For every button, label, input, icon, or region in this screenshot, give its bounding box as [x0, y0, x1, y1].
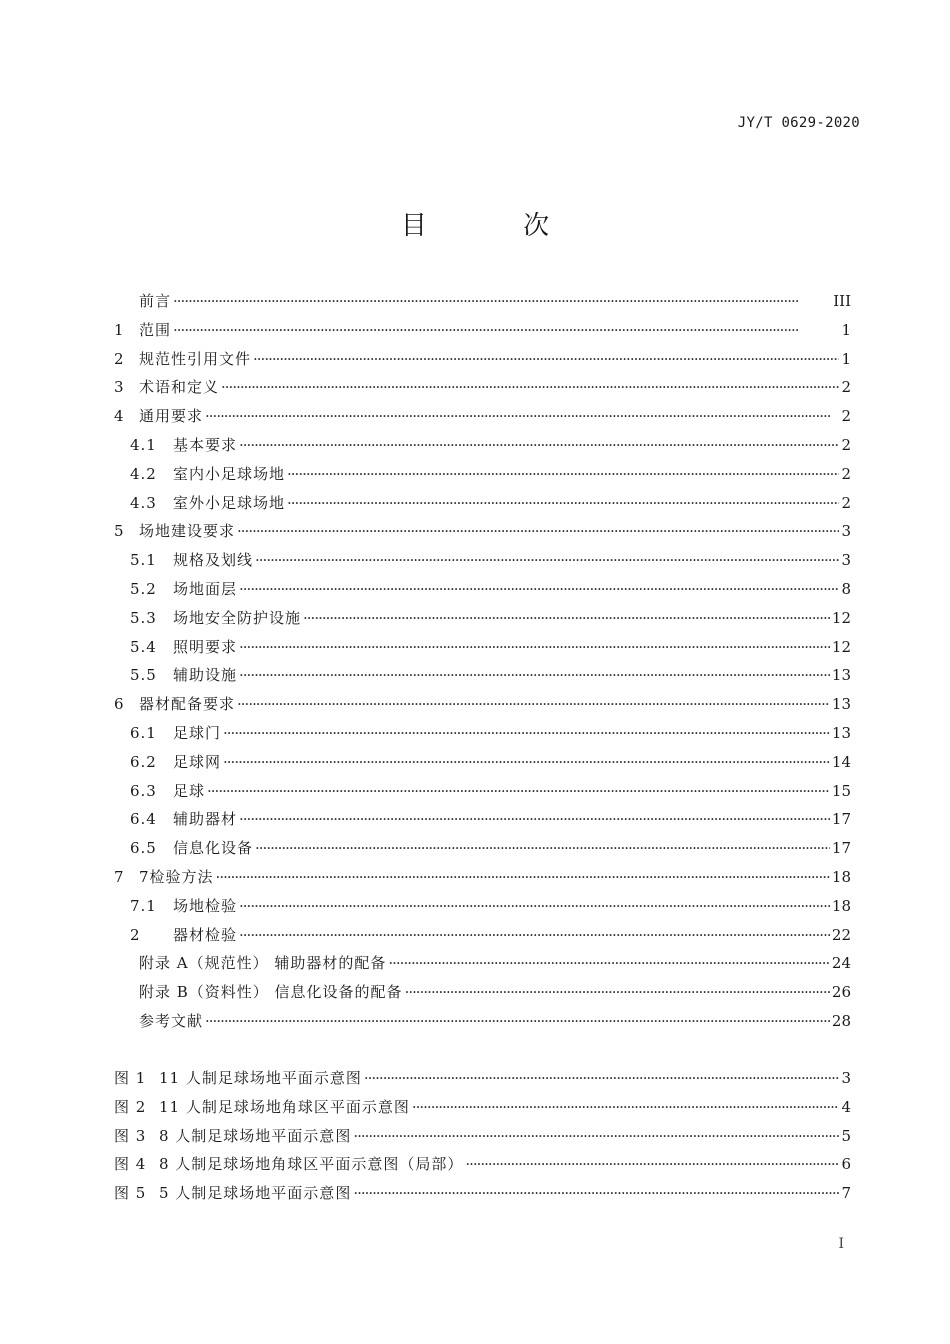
- toc-entry[interactable]: [114, 546, 851, 575]
- dot-leader: [223, 719, 830, 748]
- toc-entry-label: 辅助器材: [173, 810, 238, 829]
- toc-entry[interactable]: [114, 719, 851, 748]
- dot-leader: [239, 661, 830, 690]
- toc-entry-label: 7检验方法: [139, 867, 214, 886]
- toc-entry-number: 5.4: [130, 637, 157, 656]
- figures-entry-label: 8 人制足球场地角球区平面示意图（局部）: [159, 1155, 464, 1174]
- toc-entry-label: 室内小足球场地: [173, 464, 286, 483]
- dot-leader: [255, 546, 839, 575]
- toc-entry-number: 2: [130, 925, 141, 944]
- toc-entry[interactable]: [114, 863, 851, 892]
- toc-entry[interactable]: [114, 805, 851, 834]
- standard-code: JY/T 0629-2020: [737, 115, 860, 131]
- toc-entry[interactable]: [114, 834, 851, 863]
- toc-entry-label: 辅助设施: [173, 666, 238, 685]
- dot-leader: [253, 345, 839, 374]
- dot-leader: [287, 489, 839, 518]
- toc-entry-number: 7.1: [130, 896, 157, 915]
- dot-leader: [239, 892, 830, 921]
- dot-leader: [465, 1150, 839, 1179]
- figures-entry-label: 11 人制足球场地角球区平面示意图: [159, 1097, 410, 1116]
- dot-leader: [239, 431, 839, 460]
- toc-entry-number: 4.1: [130, 435, 157, 454]
- toc-entry-label: 术语和定义: [139, 378, 220, 397]
- toc-entry-page: 22: [831, 925, 851, 944]
- toc-entry-number: 6.3: [130, 781, 157, 800]
- toc-entry[interactable]: [114, 661, 851, 690]
- toc-entry-number: 4: [114, 407, 125, 426]
- toc-entry-number: 6: [114, 695, 125, 714]
- figures-entry-number: 图 3: [114, 1126, 147, 1145]
- figures-entry-page: 3: [841, 1069, 851, 1087]
- toc-entry-label: 场地安全防护设施: [173, 608, 302, 627]
- figures-entry-label: 5 人制足球场地平面示意图: [159, 1184, 352, 1203]
- toc-entry-page: 13: [831, 723, 851, 742]
- toc-entry[interactable]: [114, 748, 851, 777]
- dot-leader: [303, 604, 830, 633]
- figures-entry-page: 6: [841, 1155, 851, 1174]
- toc-entry-label: 足球: [173, 781, 206, 800]
- toc-entry-page: 1: [841, 320, 851, 339]
- toc-entry-page: 2: [841, 464, 851, 483]
- toc-entry[interactable]: [114, 949, 851, 978]
- toc-entry-label: 场地检验: [173, 896, 238, 915]
- toc-entry[interactable]: [114, 575, 851, 604]
- toc-entry-number: 5.2: [130, 579, 157, 598]
- toc-entry-number: 4.3: [130, 493, 157, 512]
- toc-entry[interactable]: [114, 460, 851, 489]
- toc-entry-label: 前言: [139, 292, 172, 310]
- dot-leader: [205, 1007, 830, 1036]
- figures-entry-label: 8 人制足球场地平面示意图: [159, 1126, 352, 1145]
- dot-leader: [412, 1093, 840, 1122]
- figures-entry[interactable]: [114, 1064, 851, 1093]
- toc-entry-page: III: [833, 292, 851, 310]
- toc-entry[interactable]: [114, 373, 851, 402]
- dot-leader: [237, 690, 830, 719]
- toc-entry[interactable]: [114, 777, 851, 806]
- toc-entry-number: 1: [114, 320, 125, 339]
- toc-entry[interactable]: [114, 604, 851, 633]
- figures-entry-page: 4: [841, 1097, 851, 1116]
- toc-entry-page: 17: [831, 839, 851, 858]
- dot-leader: [353, 1179, 839, 1208]
- toc-entry-page: 1: [841, 349, 851, 368]
- toc-entry-label: 室外小足球场地: [173, 493, 286, 512]
- dot-leader: [237, 517, 839, 546]
- dot-leader: [405, 978, 830, 1007]
- toc-entry-page: 13: [831, 695, 851, 714]
- toc-entry[interactable]: [114, 1007, 851, 1036]
- toc-entry-label: 参考文献: [139, 1011, 204, 1030]
- dot-leader: [205, 402, 839, 431]
- toc-entry-page: 24: [831, 954, 851, 973]
- toc-entry-label: 信息化设备: [173, 839, 254, 858]
- dot-leader: [239, 921, 830, 950]
- figures-entry-number: 图 1: [114, 1069, 147, 1087]
- toc-entry-page: 8: [841, 579, 851, 598]
- figures-entry-page: 5: [841, 1126, 851, 1145]
- figures-entry-label: 11 人制足球场地平面示意图: [159, 1069, 362, 1087]
- toc-entry-number: 3: [114, 378, 125, 397]
- toc-entry-number: 5: [114, 522, 125, 541]
- toc-entry[interactable]: [114, 431, 851, 460]
- toc-entry-page: 18: [831, 896, 851, 915]
- figures-entry[interactable]: [114, 1179, 851, 1208]
- dot-leader: [173, 316, 839, 345]
- toc-entry-label: 规格及划线: [173, 551, 254, 570]
- toc-entry-label: 器材配备要求: [139, 695, 236, 714]
- toc-entry-label: 范围: [139, 320, 172, 339]
- toc-entry-page: 2: [841, 435, 851, 454]
- toc-entry-number: 5.1: [130, 551, 157, 570]
- dot-leader: [255, 834, 830, 863]
- toc-entry-page: 28: [831, 1011, 851, 1030]
- toc-entry[interactable]: [114, 517, 851, 546]
- toc-entry-label: 通用要求: [139, 407, 204, 426]
- page-number: I: [838, 1236, 844, 1252]
- toc-entry-page: 14: [831, 752, 851, 771]
- toc-entry[interactable]: [114, 892, 851, 921]
- toc-entry-page: 15: [831, 781, 851, 800]
- dot-leader: [221, 373, 839, 402]
- toc-entry-number: 6.4: [130, 810, 157, 829]
- figures-entry-number: 图 5: [114, 1184, 147, 1203]
- toc-entry-page: 17: [831, 810, 851, 829]
- figures-entry-number: 图 2: [114, 1097, 147, 1116]
- dot-leader: [287, 460, 839, 489]
- dot-leader: [239, 805, 830, 834]
- toc-entry[interactable]: [114, 287, 851, 316]
- toc-entry[interactable]: [114, 402, 851, 431]
- list-of-figures: [114, 1064, 851, 1208]
- figures-entry-page: 7: [841, 1184, 851, 1203]
- toc-entry-label: 场地建设要求: [139, 522, 236, 541]
- toc-entry-number: 2: [114, 349, 125, 368]
- toc-entry[interactable]: [114, 345, 851, 374]
- toc-entry[interactable]: [114, 921, 851, 950]
- toc-entry-number: 6.1: [130, 723, 157, 742]
- dot-leader: [388, 949, 830, 978]
- dot-leader: [353, 1122, 839, 1151]
- toc-entry-page: 2: [841, 493, 851, 512]
- page-title: 目 次: [400, 211, 594, 241]
- dot-leader: [364, 1064, 840, 1093]
- toc-entry-page: 12: [831, 637, 851, 656]
- dot-leader: [239, 575, 839, 604]
- figures-entry[interactable]: [114, 1093, 851, 1122]
- toc-entry-page: 26: [831, 983, 851, 1002]
- toc-entry-label: 场地面层: [173, 579, 238, 598]
- toc-entry-label: 附录 B（资料性） 信息化设备的配备: [139, 983, 403, 1002]
- table-of-contents: [114, 287, 851, 1036]
- figures-entry[interactable]: [114, 1150, 851, 1179]
- toc-entry-page: 3: [841, 551, 851, 570]
- toc-entry[interactable]: [114, 978, 851, 1007]
- toc-entry-number: 5.3: [130, 608, 157, 627]
- toc-entry-label: 足球门: [173, 723, 222, 742]
- toc-entry[interactable]: [114, 633, 851, 662]
- dot-leader: [207, 777, 830, 806]
- toc-entry[interactable]: [114, 316, 851, 345]
- toc-entry[interactable]: [114, 690, 851, 719]
- toc-entry[interactable]: [114, 489, 851, 518]
- toc-entry-label: 附录 A（规范性） 辅助器材的配备: [139, 954, 387, 973]
- toc-entry-number: 6.2: [130, 752, 157, 771]
- toc-entry-page: 2: [841, 407, 851, 426]
- toc-entry-page: 12: [831, 608, 851, 627]
- figures-entry[interactable]: [114, 1122, 851, 1151]
- dot-leader: [216, 863, 830, 892]
- toc-entry-label: 基本要求: [173, 435, 238, 454]
- toc-entry-number: 7: [114, 867, 125, 886]
- toc-entry-label: 足球网: [173, 752, 222, 771]
- toc-entry-page: 18: [831, 867, 851, 886]
- toc-entry-page: 13: [831, 666, 851, 685]
- toc-entry-label: 器材检验: [173, 925, 238, 944]
- toc-entry-number: 6.5: [130, 839, 157, 858]
- dot-leader: [173, 287, 831, 316]
- toc-entry-page: 3: [841, 522, 851, 541]
- dot-leader: [239, 633, 830, 662]
- dot-leader: [223, 748, 830, 777]
- toc-entry-label: 照明要求: [173, 637, 238, 656]
- figures-entry-number: 图 4: [114, 1155, 147, 1174]
- toc-entry-page: 2: [841, 378, 851, 397]
- toc-entry-number: 4.2: [130, 464, 157, 483]
- toc-entry-number: 5.5: [130, 666, 157, 685]
- toc-entry-label: 规范性引用文件: [139, 349, 252, 368]
